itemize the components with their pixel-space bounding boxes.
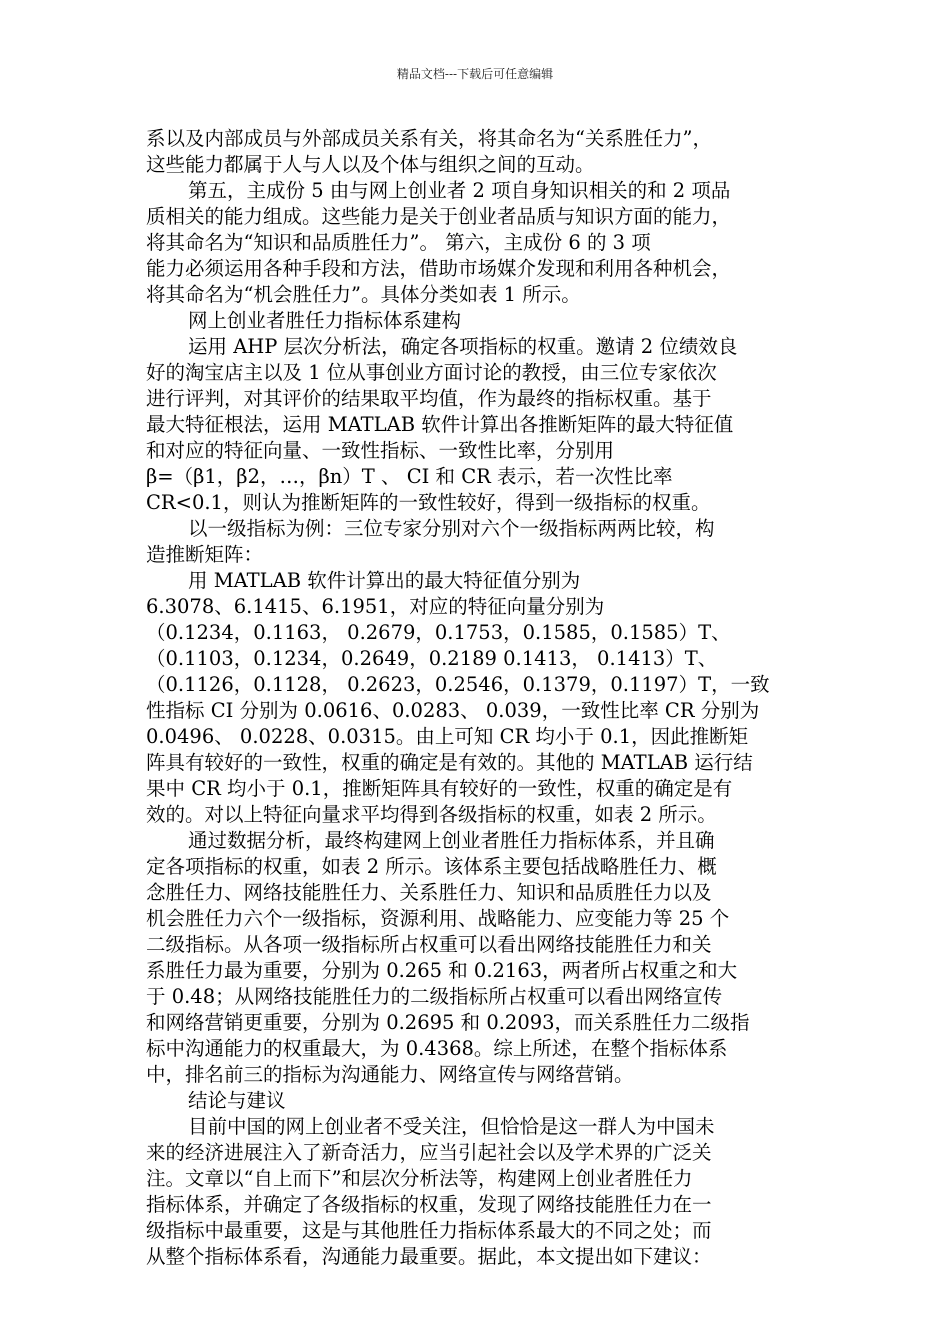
- text-line: 系胜任力最为重要，分别为 0.265 和 0.2163，两者所占权重之和大: [146, 959, 738, 982]
- text-line: 和对应的特征向量、一致性指标、一致性比率，分别用: [146, 439, 615, 462]
- text-line: 质相关的能力组成。这些能力是关于创业者品质与知识方面的能力，: [146, 205, 732, 228]
- document-body: [146, 126, 814, 1270]
- text-line: 这些能力都属于人与人以及个体与组织之间的互动。: [146, 153, 595, 176]
- text-line: 造推断矩阵：: [146, 543, 264, 566]
- text-line: 运用 AHP 层次分析法，确定各项指标的权重。邀请 2 位绩效良: [188, 335, 738, 358]
- text-line: 阵具有较好的一致性，权重的确定是有效的。其他的 MATLAB 运行结: [146, 751, 753, 774]
- text-line: 中，排名前三的指标为沟通能力、网络宣传与网络营销。: [146, 1063, 634, 1086]
- text-line: 级指标中最重要，这是与其他胜任力指标体系最大的不同之处；而: [146, 1219, 712, 1242]
- text-line: 系以及内部成员与外部成员关系有关，将其命名为“关系胜任力”，: [146, 127, 712, 150]
- text-line: 来的经济进展注入了新奇活力，应当引起社会以及学术界的广泛关: [146, 1141, 712, 1164]
- text-line: 于 0.48；从网络技能胜任力的二级指标所占权重可以看出网络宣传: [146, 985, 723, 1008]
- text-line: （0.1103，0.1234，0.2649，0.2189 0.1413， 0.1413）T、: [146, 647, 718, 670]
- text-line: 6.3078、6.1415、6.1951，对应的特征向量分别为: [146, 595, 605, 618]
- text-line: 将其命名为“知识和品质胜任力”。 第六，主成份 6 的 3 项: [146, 231, 651, 254]
- text-line: 性指标 CI 分别为 0.0616、0.0283、 0.039，一致性比率 CR 分别为: [146, 699, 760, 722]
- text-line: （0.1126，0.1128， 0.2623，0.2546，0.1379，0.1197）T，一致: [146, 673, 770, 696]
- text-line: 用 MATLAB 软件计算出的最大特征值分别为: [188, 569, 581, 592]
- text-line: 注。文章以“自上而下”和层次分析法等，构建网上创业者胜任力: [146, 1167, 693, 1190]
- text-line: 和网络营销更重要，分别为 0.2695 和 0.2093，而关系胜任力二级指: [146, 1011, 750, 1034]
- text-line: 好的淘宝店主以及 1 位从事创业方面讨论的教授，由三位专家依次: [146, 361, 717, 384]
- text-line: 目前中国的网上创业者不受关注，但恰恰是这一群人为中国未: [188, 1115, 715, 1138]
- text-line: 能力必须运用各种手段和方法，借助市场媒介发现和利用各种机会，: [146, 257, 732, 280]
- text-line: CR<0.1，则认为推断矩阵的一致性较好，得到一级指标的权重。: [146, 491, 711, 514]
- text-line: 机会胜任力六个一级指标，资源利用、战略能力、应变能力等 25 个: [146, 907, 730, 930]
- text-line: （0.1234，0.1163， 0.2679，0.1753，0.1585，0.1585）T、: [146, 621, 731, 644]
- text-line: β=（β1，β2，…，βn）T 、 CI 和 CR 表示，若一次性比率: [146, 465, 673, 488]
- text-line: 结论与建议: [188, 1089, 286, 1112]
- page-header: 精品文档---下载后可任意编辑: [396, 67, 554, 81]
- text-line: 最大特征根法，运用 MATLAB 软件计算出各推断矩阵的最大特征值: [146, 413, 734, 436]
- text-line: 将其命名为“机会胜任力”。具体分类如表 1 所示。: [146, 283, 581, 306]
- text-line: 念胜任力、网络技能胜任力、关系胜任力、知识和品质胜任力以及: [146, 881, 712, 904]
- text-line: 标中沟通能力的权重最大，为 0.4368。综上所述，在整个指标体系: [146, 1037, 728, 1060]
- text-line: 进行评判，对其评价的结果取平均值，作为最终的指标权重。基于: [146, 387, 712, 410]
- text-line: 0.0496、 0.0228、0.0315。由上可知 CR 均小于 0.1，因此推断矩: [146, 725, 749, 748]
- text-line: 以一级指标为例：三位专家分别对六个一级指标两两比较，构: [188, 517, 715, 540]
- text-line: 通过数据分析，最终构建网上创业者胜任力指标体系，并且确: [188, 829, 715, 852]
- text-line: 第五，主成份 5 由与网上创业者 2 项自身知识相关的和 2 项品: [188, 179, 731, 202]
- text-line: 指标体系，并确定了各级指标的权重，发现了网络技能胜任力在一: [146, 1193, 712, 1216]
- text-line: 从整个指标体系看，沟通能力最重要。据此，本文提出如下建议：: [146, 1245, 712, 1268]
- text-line: 二级指标。从各项一级指标所占权重可以看出网络技能胜任力和关: [146, 933, 712, 956]
- text-line: 网上创业者胜任力指标体系建构: [188, 309, 462, 332]
- text-line: 效的。对以上特征向量求平均得到各级指标的权重，如表 2 所示。: [146, 803, 717, 826]
- text-line: 果中 CR 均小于 0.1，推断矩阵具有较好的一致性，权重的确定是有: [146, 777, 733, 800]
- text-line: 定各项指标的权重，如表 2 所示。该体系主要包括战略胜任力、概: [146, 855, 717, 878]
